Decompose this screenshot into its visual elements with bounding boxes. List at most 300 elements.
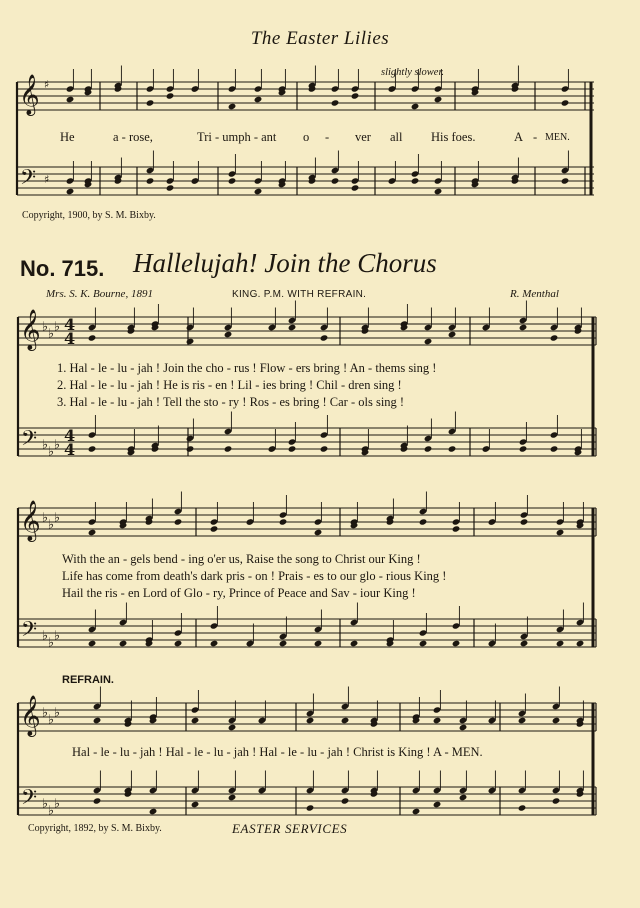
note-head — [320, 334, 329, 341]
note-head — [124, 720, 133, 727]
note-head — [288, 445, 297, 452]
flat-sign-icon: ♭ — [42, 436, 48, 452]
treble-clef-icon: 𝄞 — [20, 310, 41, 350]
note-head — [361, 445, 370, 452]
note-head — [412, 787, 421, 794]
note-head — [145, 636, 154, 643]
note-head — [88, 626, 97, 633]
note-head — [278, 85, 287, 92]
note-head — [361, 449, 370, 456]
note-head — [288, 324, 297, 331]
note-head — [174, 629, 183, 636]
note-head — [114, 85, 123, 92]
note-head — [448, 445, 457, 452]
note-head — [488, 640, 497, 647]
flat-sign-icon: ♭ — [48, 802, 54, 818]
note-head — [459, 717, 468, 724]
note-head — [411, 170, 420, 177]
note-head — [224, 428, 233, 435]
flat-sign-icon: ♭ — [48, 634, 54, 650]
flat-sign-icon: ♭ — [54, 318, 60, 334]
note-head — [224, 331, 233, 338]
note-head — [191, 787, 200, 794]
note-head — [166, 184, 175, 191]
note-head — [331, 167, 340, 174]
lyric-a: A — [514, 130, 524, 144]
note-head — [228, 724, 237, 731]
note-head — [576, 717, 585, 724]
note-head — [556, 518, 565, 525]
note-head — [350, 522, 359, 529]
note-head — [246, 518, 255, 525]
note-head — [88, 445, 97, 452]
note-head — [306, 787, 315, 794]
note-head — [400, 324, 409, 331]
note-head — [308, 177, 317, 184]
treble-clef-icon: 𝄞 — [20, 501, 41, 541]
note-head — [114, 177, 123, 184]
note-head — [314, 640, 323, 647]
flat-sign-icon: ♭ — [42, 509, 48, 525]
note-head — [191, 801, 200, 808]
note-head — [146, 99, 155, 106]
flat-sign-icon: ♭ — [48, 325, 54, 341]
note-head — [520, 633, 529, 640]
note-head — [576, 720, 585, 727]
note-head — [388, 85, 397, 92]
flat-sign-icon: ♭ — [54, 627, 60, 643]
note-head — [191, 85, 200, 92]
note-head — [124, 790, 133, 797]
note-head — [288, 438, 297, 445]
note-head — [434, 96, 443, 103]
note-head — [306, 717, 315, 724]
note-head — [386, 515, 395, 522]
note-head — [370, 720, 379, 727]
note-head — [550, 431, 559, 438]
note-head — [519, 317, 528, 324]
verse1-line2: With the an - gels bend - ing o'er us, Raise the song to Christ our King ! — [62, 552, 421, 566]
sharp-sign-icon: ♯ — [44, 173, 50, 186]
note-head — [351, 184, 360, 191]
note-head — [149, 713, 158, 720]
note-head — [488, 787, 497, 794]
note-head — [228, 787, 237, 794]
note-head — [258, 717, 267, 724]
note-head — [482, 445, 491, 452]
time-signature: 4 — [64, 426, 76, 445]
note-head — [351, 92, 360, 99]
note-head — [452, 525, 461, 532]
note-head — [320, 445, 329, 452]
bass-clef-icon: 𝄢 — [21, 785, 38, 814]
note-head — [268, 445, 277, 452]
tempo-mark: slightly slower. — [381, 67, 445, 78]
note-head — [145, 515, 154, 522]
lyric-ver: ver — [355, 130, 371, 144]
note-head — [88, 518, 97, 525]
copyright-1892: Copyright, 1892, by S. M. Bixby. — [28, 823, 162, 834]
treble-clef-icon: 𝄞 — [19, 75, 40, 115]
note-head — [149, 787, 158, 794]
note-head — [93, 787, 102, 794]
note-head — [254, 188, 263, 195]
note-head — [561, 177, 570, 184]
note-head — [433, 717, 442, 724]
verse3-line2: Hail the ris - en Lord of Glo - ry, Prince of Peace and Sav - iour King ! — [62, 586, 416, 600]
note-head — [114, 82, 123, 89]
note-head — [279, 511, 288, 518]
note-head — [191, 177, 200, 184]
hymn-author: Mrs. S. K. Bourne, 1891 — [46, 288, 153, 300]
note-head — [459, 724, 468, 731]
note-head — [520, 640, 529, 647]
note-head — [279, 518, 288, 525]
note-head — [471, 181, 480, 188]
note-head — [84, 181, 93, 188]
note-head — [145, 518, 154, 525]
note-head — [520, 518, 529, 525]
note-head — [471, 177, 480, 184]
note-head — [174, 508, 183, 515]
flat-sign-icon: ♭ — [48, 443, 54, 459]
note-head — [127, 449, 136, 456]
note-head — [412, 713, 421, 720]
note-head — [88, 431, 97, 438]
note-head — [556, 529, 565, 536]
note-head — [88, 640, 97, 647]
note-head — [561, 85, 570, 92]
note-head — [66, 177, 75, 184]
note-head — [278, 89, 287, 96]
note-head — [400, 442, 409, 449]
verse1-line1: 1. Hal - le - lu - jah ! Join the cho - rus ! Flow - ers bring ! An - thems sing ! — [57, 361, 437, 375]
note-head — [552, 797, 561, 804]
note-head — [550, 334, 559, 341]
note-head — [574, 324, 583, 331]
note-head — [448, 428, 457, 435]
note-head — [452, 640, 461, 647]
note-head — [258, 787, 267, 794]
note-head — [518, 787, 527, 794]
note-head — [576, 518, 585, 525]
note-head — [370, 787, 379, 794]
note-head — [400, 320, 409, 327]
lyric-men: MEN. — [545, 132, 570, 143]
note-head — [471, 89, 480, 96]
note-head — [434, 85, 443, 92]
note-head — [561, 167, 570, 174]
note-head — [361, 324, 370, 331]
note-head — [228, 717, 237, 724]
page-footer: EASTER SERVICES — [232, 821, 348, 836]
note-head — [574, 449, 583, 456]
note-head — [488, 787, 497, 794]
note-head — [411, 103, 420, 110]
lyric-he: He — [60, 130, 75, 144]
note-head — [351, 177, 360, 184]
copyright-1900: Copyright, 1900, by S. M. Bixby. — [22, 210, 156, 221]
note-head — [66, 188, 75, 195]
note-head — [351, 85, 360, 92]
note-head — [210, 640, 219, 647]
note-head — [424, 435, 433, 442]
hymn-composer: R. Menthal — [510, 288, 559, 300]
note-head — [191, 177, 200, 184]
note-head — [434, 177, 443, 184]
note-head — [191, 706, 200, 713]
note-head — [166, 92, 175, 99]
note-head — [254, 177, 263, 184]
note-head — [186, 324, 195, 331]
time-signature: 4 — [64, 329, 76, 348]
note-head — [278, 181, 287, 188]
verse2-line1: 2. Hal - le - lu - jah ! He is ris - en ! Lil - ies bring ! Chil - dren sing ! — [57, 378, 402, 392]
sharp-sign-icon: ♯ — [44, 78, 50, 91]
note-head — [84, 89, 93, 96]
flat-sign-icon: ♭ — [48, 711, 54, 727]
note-head — [151, 320, 160, 327]
note-head — [279, 640, 288, 647]
note-head — [419, 629, 428, 636]
note-head — [93, 703, 102, 710]
note-head — [386, 640, 395, 647]
note-head — [114, 174, 123, 181]
note-head — [552, 703, 561, 710]
note-head — [66, 85, 75, 92]
note-head — [576, 619, 585, 626]
note-head — [556, 626, 565, 633]
note-head — [448, 324, 457, 331]
note-head — [471, 85, 480, 92]
note-head — [174, 518, 183, 525]
note-head — [550, 445, 559, 452]
note-head — [488, 518, 497, 525]
lyric-his-foes: His foes. — [431, 130, 476, 144]
note-head — [341, 717, 350, 724]
note-head — [361, 327, 370, 334]
note-head — [228, 177, 237, 184]
note-head — [145, 640, 154, 647]
note-head — [258, 717, 267, 724]
lyric-triumphant: Tri - umph - ant — [197, 130, 277, 144]
note-head — [482, 324, 491, 331]
time-signature: 4 — [64, 315, 76, 334]
note-head — [210, 525, 219, 532]
note-head — [411, 177, 420, 184]
note-head — [124, 787, 133, 794]
note-head — [433, 706, 442, 713]
note-head — [88, 324, 97, 331]
note-head — [127, 327, 136, 334]
note-head — [331, 99, 340, 106]
lyric-o: o — [303, 130, 310, 144]
note-head — [314, 626, 323, 633]
note-head — [519, 438, 528, 445]
note-head — [119, 640, 128, 647]
note-head — [412, 717, 421, 724]
note-head — [314, 518, 323, 525]
note-head — [228, 794, 237, 801]
note-head — [419, 640, 428, 647]
note-head — [552, 717, 561, 724]
note-head — [511, 177, 520, 184]
note-head — [511, 85, 520, 92]
note-head — [424, 445, 433, 452]
note-head — [452, 518, 461, 525]
note-head — [424, 338, 433, 345]
note-head — [314, 529, 323, 536]
note-head — [341, 797, 350, 804]
note-head — [518, 710, 527, 717]
note-head — [93, 797, 102, 804]
note-head — [246, 640, 255, 647]
note-head — [574, 327, 583, 334]
note-head — [151, 442, 160, 449]
flat-sign-icon: ♭ — [54, 704, 60, 720]
note-head — [370, 717, 379, 724]
lyric-dash: - — [325, 130, 330, 144]
note-head — [146, 177, 155, 184]
note-head — [166, 177, 175, 184]
note-head — [278, 177, 287, 184]
lyric-amen-dash: - — [533, 130, 538, 144]
note-head — [151, 445, 160, 452]
note-head — [552, 787, 561, 794]
note-head — [308, 85, 317, 92]
note-head — [350, 619, 359, 626]
note-head — [228, 170, 237, 177]
flat-sign-icon: ♭ — [54, 795, 60, 811]
note-head — [210, 518, 219, 525]
lyric-arose: a - rose, — [113, 130, 153, 144]
hymn-title: Hallelujah! Join the Chorus — [133, 248, 437, 278]
note-head — [561, 99, 570, 106]
note-head — [518, 717, 527, 724]
note-head — [306, 804, 315, 811]
note-head — [149, 717, 158, 724]
note-head — [191, 717, 200, 724]
note-head — [186, 445, 195, 452]
note-head — [84, 177, 93, 184]
note-head — [258, 787, 267, 794]
note-head — [191, 85, 200, 92]
note-head — [119, 522, 128, 529]
note-head — [84, 85, 93, 92]
note-head — [308, 82, 317, 89]
note-head — [419, 508, 428, 515]
flat-sign-icon: ♭ — [54, 509, 60, 525]
verse2-line2: Life has come from death's dark pris - on ! Prais - es to our glo - rious King ! — [62, 569, 447, 583]
note-head — [511, 82, 520, 89]
note-head — [279, 633, 288, 640]
note-head — [452, 622, 461, 629]
note-head — [151, 324, 160, 331]
note-head — [370, 790, 379, 797]
note-head — [146, 85, 155, 92]
note-head — [268, 445, 277, 452]
note-head — [434, 188, 443, 195]
note-head — [306, 710, 315, 717]
note-head — [574, 445, 583, 452]
note-head — [482, 324, 491, 331]
note-head — [511, 174, 520, 181]
note-head — [308, 174, 317, 181]
bass-clef-icon: 𝄢 — [21, 426, 38, 455]
bass-clef-icon: 𝄢 — [20, 165, 37, 194]
note-head — [186, 435, 195, 442]
note-head — [520, 511, 529, 518]
note-head — [482, 445, 491, 452]
note-head — [254, 85, 263, 92]
note-head — [210, 622, 219, 629]
note-head — [224, 445, 233, 452]
note-head — [388, 177, 397, 184]
note-head — [518, 804, 527, 811]
note-head — [146, 167, 155, 174]
note-head — [400, 445, 409, 452]
note-head — [459, 787, 468, 794]
note-head — [224, 324, 233, 331]
note-head — [268, 324, 277, 331]
note-head — [388, 177, 397, 184]
note-head — [388, 85, 397, 92]
note-head — [448, 331, 457, 338]
note-head — [576, 790, 585, 797]
note-head — [119, 619, 128, 626]
note-head — [174, 640, 183, 647]
note-head — [519, 324, 528, 331]
note-head — [433, 787, 442, 794]
note-head — [268, 324, 277, 331]
note-head — [433, 801, 442, 808]
note-head — [88, 334, 97, 341]
note-head — [127, 445, 136, 452]
note-head — [419, 518, 428, 525]
note-head — [228, 103, 237, 110]
note-head — [412, 808, 421, 815]
note-head — [254, 96, 263, 103]
flat-sign-icon: ♭ — [42, 704, 48, 720]
note-head — [320, 431, 329, 438]
note-head — [331, 85, 340, 92]
time-signature: 4 — [64, 440, 76, 459]
note-head — [288, 317, 297, 324]
flat-sign-icon: ♭ — [42, 627, 48, 643]
note-head — [246, 518, 255, 525]
note-head — [331, 177, 340, 184]
note-head — [350, 640, 359, 647]
note-head — [576, 640, 585, 647]
note-head — [576, 522, 585, 529]
note-head — [424, 324, 433, 331]
treble-clef-icon: 𝄞 — [20, 696, 41, 736]
note-head — [488, 717, 497, 724]
note-head — [127, 324, 136, 331]
note-head — [386, 636, 395, 643]
note-head — [576, 787, 585, 794]
note-head — [88, 529, 97, 536]
note-head — [320, 324, 329, 331]
note-head — [246, 640, 255, 647]
hymn-tune: KING. P.M. WITH REFRAIN. — [232, 289, 367, 300]
note-head — [93, 717, 102, 724]
note-head — [66, 96, 75, 103]
note-head — [119, 518, 128, 525]
note-head — [556, 640, 565, 647]
note-head — [186, 338, 195, 345]
bass-clef-icon: 𝄢 — [21, 617, 38, 646]
